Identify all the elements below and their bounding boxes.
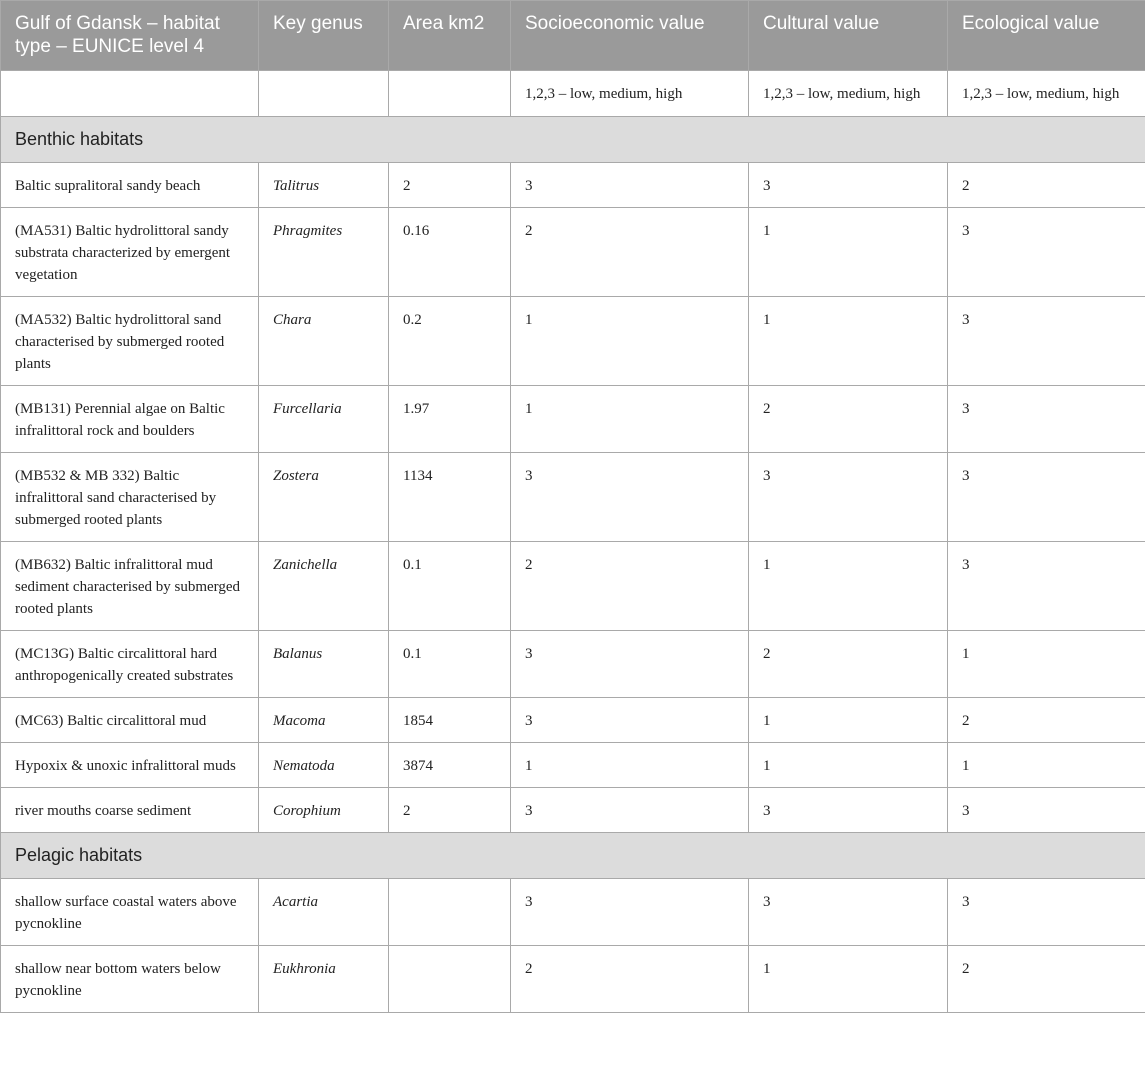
habitat-cell: shallow surface coastal waters above pycnokline — [1, 879, 259, 946]
header-row — [1, 1, 1145, 71]
ecological-cell: 3 — [948, 208, 1145, 297]
socioeconomic-cell: 1 — [511, 743, 749, 788]
genus-cell: Zostera — [259, 453, 389, 542]
habitat-cell: Baltic supralitoral sandy beach — [1, 163, 259, 208]
ecological-cell: 3 — [948, 453, 1145, 542]
genus-cell: Talitrus — [259, 163, 389, 208]
header-key-genus: Key genus — [259, 1, 389, 71]
section-title-benthic: Benthic habitats — [1, 117, 1145, 163]
ecological-cell: 2 — [948, 946, 1145, 1013]
socioeconomic-cell: 2 — [511, 946, 749, 1013]
socioeconomic-cell: 3 — [511, 698, 749, 743]
area-cell: 0.1 — [389, 631, 511, 698]
ecological-cell: 1 — [948, 631, 1145, 698]
table-body — [1, 71, 1145, 1013]
header-ecological-value: Ecological value — [948, 1, 1145, 71]
habitat-cell: (MB632) Baltic infralittoral mud sediment characterised by submerged rooted plants — [1, 542, 259, 631]
socioeconomic-cell: 3 — [511, 788, 749, 833]
header-area: Area km2 — [389, 1, 511, 71]
area-cell: 1854 — [389, 698, 511, 743]
cultural-cell: 3 — [749, 788, 948, 833]
ecological-cell: 3 — [948, 297, 1145, 386]
ecological-cell: 2 — [948, 163, 1145, 208]
legend-empty-cell — [259, 71, 389, 117]
table-row — [1, 386, 1145, 453]
table-row — [1, 542, 1145, 631]
area-cell: 2 — [389, 163, 511, 208]
section-title-pelagic: Pelagic habitats — [1, 833, 1145, 879]
cultural-cell: 3 — [749, 879, 948, 946]
genus-cell: Balanus — [259, 631, 389, 698]
legend-cultural: 1,2,3 – low, medium, high — [749, 71, 948, 117]
legend-ecological: 1,2,3 – low, medium, high — [948, 71, 1145, 117]
genus-cell: Nematoda — [259, 743, 389, 788]
cultural-cell: 3 — [749, 453, 948, 542]
area-cell: 0.1 — [389, 542, 511, 631]
table-row — [1, 946, 1145, 1013]
socioeconomic-cell: 2 — [511, 208, 749, 297]
socioeconomic-cell: 3 — [511, 631, 749, 698]
genus-cell: Chara — [259, 297, 389, 386]
ecological-cell: 1 — [948, 743, 1145, 788]
table-row — [1, 453, 1145, 542]
cultural-cell: 2 — [749, 631, 948, 698]
cultural-cell: 1 — [749, 946, 948, 1013]
cultural-cell: 1 — [749, 743, 948, 788]
cultural-cell: 1 — [749, 208, 948, 297]
socioeconomic-cell: 3 — [511, 163, 749, 208]
genus-cell: Corophium — [259, 788, 389, 833]
socioeconomic-cell: 1 — [511, 386, 749, 453]
cultural-cell: 1 — [749, 542, 948, 631]
genus-cell: Macoma — [259, 698, 389, 743]
table-row — [1, 788, 1145, 833]
cultural-cell: 1 — [749, 297, 948, 386]
habitat-cell: Hypoxix & unoxic infralittoral muds — [1, 743, 259, 788]
socioeconomic-cell: 2 — [511, 542, 749, 631]
table-row — [1, 743, 1145, 788]
genus-cell: Zanichella — [259, 542, 389, 631]
area-cell — [389, 879, 511, 946]
table-row — [1, 698, 1145, 743]
genus-cell: Furcellaria — [259, 386, 389, 453]
habitat-cell: (MC63) Baltic circalittoral mud — [1, 698, 259, 743]
socioeconomic-cell: 3 — [511, 879, 749, 946]
header-socioeconomic-value: Socioeconomic value — [511, 1, 749, 71]
area-cell: 0.16 — [389, 208, 511, 297]
habitat-cell: (MC13G) Baltic circalittoral hard anthropogenically created substrates — [1, 631, 259, 698]
area-cell: 0.2 — [389, 297, 511, 386]
area-cell — [389, 946, 511, 1013]
habitat-cell: (MA531) Baltic hydrolittoral sandy substrata characterized by emergent vegetation — [1, 208, 259, 297]
header-cultural-value: Cultural value — [749, 1, 948, 71]
ecological-cell: 3 — [948, 542, 1145, 631]
table-row — [1, 631, 1145, 698]
socioeconomic-cell: 1 — [511, 297, 749, 386]
ecological-cell: 3 — [948, 788, 1145, 833]
cultural-cell: 3 — [749, 163, 948, 208]
genus-cell: Eukhronia — [259, 946, 389, 1013]
genus-cell: Phragmites — [259, 208, 389, 297]
cultural-cell: 1 — [749, 698, 948, 743]
table-row — [1, 879, 1145, 946]
area-cell: 1134 — [389, 453, 511, 542]
area-cell: 3874 — [389, 743, 511, 788]
cultural-cell: 2 — [749, 386, 948, 453]
legend-empty-cell — [1, 71, 259, 117]
area-cell: 1.97 — [389, 386, 511, 453]
habitat-cell: (MA532) Baltic hydrolittoral sand characterised by submerged rooted plants — [1, 297, 259, 386]
legend-row — [1, 71, 1145, 117]
table-row — [1, 208, 1145, 297]
area-cell: 2 — [389, 788, 511, 833]
header-habitat-type: Gulf of Gdansk – habitat type – EUNICE level 4 — [1, 1, 259, 71]
table-row — [1, 297, 1145, 386]
ecological-cell: 2 — [948, 698, 1145, 743]
habitat-cell: (MB532 & MB 332) Baltic infralittoral sand characterised by submerged rooted plants — [1, 453, 259, 542]
section-row-benthic — [1, 117, 1145, 163]
genus-cell: Acartia — [259, 879, 389, 946]
habitat-cell: shallow near bottom waters below pycnokline — [1, 946, 259, 1013]
legend-empty-cell — [389, 71, 511, 117]
section-row-pelagic — [1, 833, 1145, 879]
ecological-cell: 3 — [948, 879, 1145, 946]
ecological-cell: 3 — [948, 386, 1145, 453]
socioeconomic-cell: 3 — [511, 453, 749, 542]
table-row — [1, 163, 1145, 208]
habitat-cell: river mouths coarse sediment — [1, 788, 259, 833]
habitat-cell: (MB131) Perennial algae on Baltic infralittoral rock and boulders — [1, 386, 259, 453]
legend-socioeconomic: 1,2,3 – low, medium, high — [511, 71, 749, 117]
